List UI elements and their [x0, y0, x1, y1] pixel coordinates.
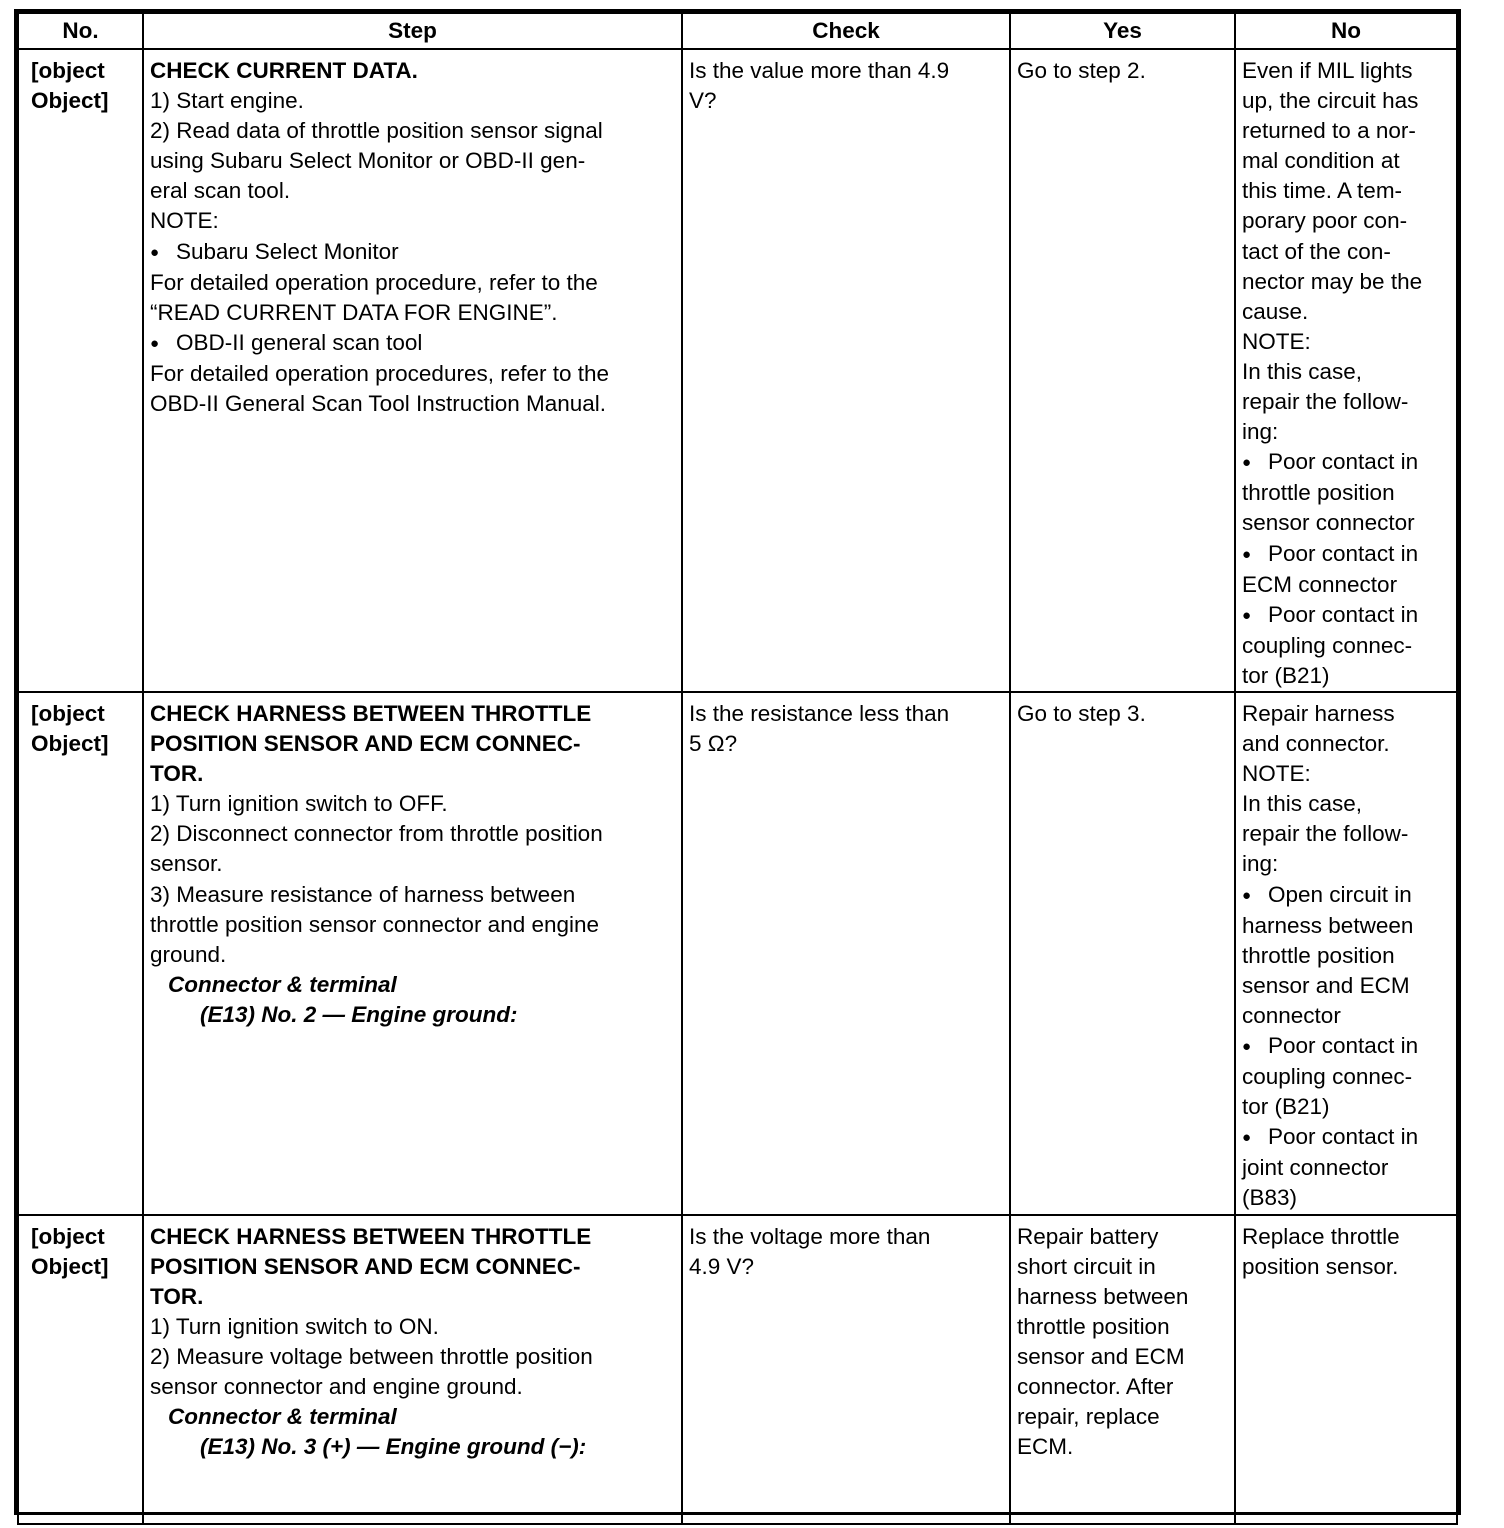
check-line: 5 Ω? — [689, 731, 738, 757]
table-row — [18, 692, 1457, 1215]
no-line: ing: — [1242, 419, 1279, 445]
step-line: using Subaru Select Monitor or OBD-II gen- — [150, 148, 586, 174]
step-line: sensor connector and engine ground. — [150, 1374, 523, 1400]
yes-line: short circuit in — [1017, 1253, 1156, 1279]
no-line: repair the follow- — [1242, 821, 1409, 847]
no-line: sensor connector — [1242, 510, 1415, 536]
check-cell — [682, 1215, 1010, 1524]
no-bullet: ● Poor contact in — [1242, 600, 1450, 631]
no-line: Replace throttle — [1242, 1223, 1400, 1249]
header-yes: Yes — [1010, 13, 1235, 49]
no-line: and connector. — [1242, 731, 1390, 757]
step-line: For detailed operation procedure, refer to the — [150, 269, 598, 295]
connector-terminal-spec: (E13) No. 2 — Engine ground: — [200, 1001, 518, 1027]
no-line: joint connector — [1242, 1155, 1389, 1181]
step-cell — [143, 49, 682, 692]
no-bullet: ● Poor contact in — [1242, 447, 1450, 478]
step-title: CHECK HARNESS BETWEEN THROTTLE — [150, 1223, 592, 1249]
step-line: 1) Turn ignition switch to OFF. — [150, 791, 448, 817]
step-title: POSITION SENSOR AND ECM CONNEC- — [150, 731, 581, 757]
check-line: Is the value more than 4.9 — [689, 58, 950, 83]
no-line: In this case, — [1242, 791, 1363, 817]
no-cell — [1235, 49, 1457, 692]
yes-line: Repair battery — [1017, 1223, 1159, 1249]
no-line: tor (B21) — [1242, 662, 1330, 688]
step-line: 2) Disconnect connector from throttle position — [150, 821, 603, 847]
yes-cell — [1010, 1215, 1235, 1524]
yes-line: harness between — [1017, 1283, 1189, 1309]
yes-line: connector. After — [1017, 1374, 1174, 1400]
connector-terminal-spec: (E13) No. 3 (+) — Engine ground (−): — [200, 1434, 587, 1460]
step-cell — [143, 1215, 682, 1524]
step-line: throttle position sensor connector and engine — [150, 911, 600, 937]
no-line: ing: — [1242, 851, 1279, 877]
table-row — [18, 1215, 1457, 1524]
yes-cell — [1010, 49, 1235, 692]
step-number: [object Object] — [18, 692, 143, 1215]
step-line: sensor. — [150, 851, 223, 877]
step-line: 3) Measure resistance of harness between — [150, 881, 576, 907]
no-line: (B83) — [1242, 1185, 1298, 1211]
connector-terminal-label: Connector & terminal — [168, 971, 397, 997]
step-line: 2) Measure voltage between throttle position — [150, 1343, 593, 1369]
step-line: 2) Read data of throttle position sensor signal — [150, 118, 603, 144]
no-line: position sensor. — [1242, 1253, 1399, 1279]
step-line: “READ CURRENT DATA FOR ENGINE”. — [150, 299, 558, 325]
step-number: [object Object] — [18, 49, 143, 692]
check-line: Is the resistance less than — [689, 700, 950, 726]
check-cell — [682, 49, 1010, 692]
yes-line: ECM. — [1017, 1434, 1074, 1460]
no-line: tor (B21) — [1242, 1094, 1330, 1120]
step-bullet: ● OBD-II general scan tool — [150, 328, 675, 359]
check-line: Is the voltage more than — [689, 1223, 931, 1249]
step-line: OBD-II General Scan Tool Instruction Manual. — [150, 391, 607, 417]
check-line: 4.9 V? — [689, 1253, 755, 1279]
no-bullet: ● Open circuit in — [1242, 880, 1450, 911]
yes-line: Go to step 2. — [1017, 58, 1146, 83]
no-line: NOTE: — [1242, 761, 1311, 787]
header-check: Check — [682, 13, 1010, 49]
no-line: up, the circuit has — [1242, 88, 1419, 114]
no-line: repair the follow- — [1242, 389, 1409, 415]
step-title: POSITION SENSOR AND ECM CONNEC- — [150, 1253, 581, 1279]
no-line: In this case, — [1242, 358, 1363, 384]
step-title: TOR. — [150, 1283, 204, 1309]
no-cell — [1235, 692, 1457, 1215]
step-line: 1) Start engine. — [150, 88, 304, 114]
header-row — [18, 13, 1457, 49]
check-cell — [682, 692, 1010, 1215]
no-line: nector may be the — [1242, 268, 1423, 294]
no-line: mal condition at — [1242, 148, 1400, 174]
yes-line: Go to step 3. — [1017, 700, 1146, 726]
step-line: NOTE: — [150, 208, 219, 234]
yes-line: repair, replace — [1017, 1404, 1160, 1430]
step-number: [object Object] — [18, 1215, 143, 1524]
step-title: TOR. — [150, 761, 204, 787]
procedure-table — [17, 12, 1458, 1525]
step-bullet: ● Subaru Select Monitor — [150, 237, 675, 268]
step-title: CHECK HARNESS BETWEEN THROTTLE — [150, 700, 592, 726]
no-line: ECM connector — [1242, 571, 1398, 597]
header-no: No. — [18, 13, 143, 49]
step-title: CHECK CURRENT DATA. — [150, 58, 418, 83]
step-line: eral scan tool. — [150, 178, 291, 204]
yes-line: throttle position — [1017, 1313, 1170, 1339]
no-line: throttle position — [1242, 942, 1395, 968]
connector-terminal-label: Connector & terminal — [168, 1404, 397, 1430]
no-line: sensor and ECM — [1242, 972, 1410, 998]
no-line: cause. — [1242, 298, 1309, 324]
no-line: this time. A tem- — [1242, 178, 1403, 204]
step-line: 1) Turn ignition switch to ON. — [150, 1313, 439, 1339]
no-line: porary poor con- — [1242, 208, 1408, 234]
step-cell — [143, 692, 682, 1215]
no-line: Repair harness — [1242, 700, 1395, 726]
no-bullet: ● Poor contact in — [1242, 1031, 1450, 1062]
no-line: returned to a nor- — [1242, 118, 1416, 144]
no-bullet: ● Poor contact in — [1242, 1122, 1450, 1153]
no-line: harness between — [1242, 912, 1414, 938]
yes-cell — [1010, 692, 1235, 1215]
no-line: coupling connec- — [1242, 632, 1413, 658]
table-row — [18, 49, 1457, 692]
no-line: coupling connec- — [1242, 1064, 1413, 1090]
no-cell — [1235, 1215, 1457, 1524]
step-line: For detailed operation procedures, refer to the — [150, 360, 610, 386]
no-line: tact of the con- — [1242, 238, 1391, 264]
header-step: Step — [143, 13, 682, 49]
header-no-result: No — [1235, 13, 1457, 49]
no-line: NOTE: — [1242, 328, 1311, 354]
step-line: ground. — [150, 941, 227, 967]
yes-line: sensor and ECM — [1017, 1343, 1185, 1369]
diagnostic-procedure-table — [14, 9, 1461, 1515]
no-line: Even if MIL lights — [1242, 58, 1413, 83]
no-line: throttle position — [1242, 480, 1395, 506]
no-bullet: ● Poor contact in — [1242, 539, 1450, 570]
no-line: connector — [1242, 1002, 1341, 1028]
check-line: V? — [689, 88, 717, 114]
